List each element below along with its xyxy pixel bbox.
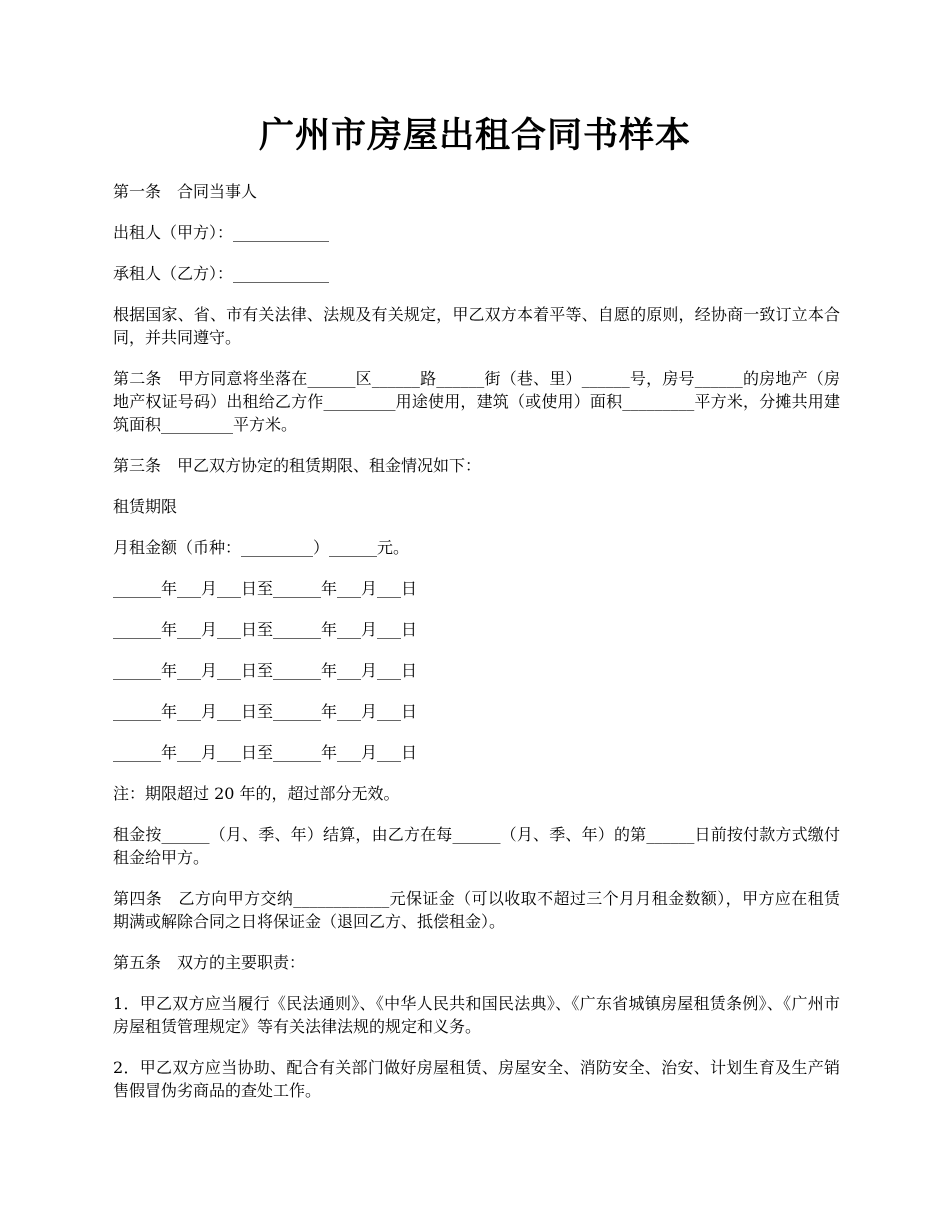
- paragraph-date-range: ______年___月___日至______年___月___日: [113, 620, 418, 639]
- paragraph-date-range: ______年___月___日至______年___月___日: [113, 743, 418, 762]
- paragraph-duty-2: 2．甲乙双方应当协助、配合有关部门做好房屋租赁、房屋安全、消防安全、治安、计划生育及生产销售假冒伪劣商品的查处工作。: [113, 1058, 840, 1100]
- paragraph-lessee: 承租人（乙方）：____________: [113, 264, 330, 283]
- paragraph-date-range: ______年___月___日至______年___月___日: [113, 579, 418, 598]
- paragraph-rent-settlement: 租金按______（月、季、年）结算，由乙方在每______（月、季、年）的第______日前按付款方式缴付租金给甲方。: [113, 825, 840, 867]
- paragraph-date-range: ______年___月___日至______年___月___日: [113, 661, 418, 680]
- document-body: [113, 180, 840, 1120]
- document-title: 广州市房屋出租合同书样本: [258, 115, 691, 156]
- paragraph-article-2: 第二条 甲方同意将坐落在______区______路______街（巷、里）______号，房号______的房地产（房地产权证号码）出租给乙方作_________用途使用，建筑（或使用）面积_________平方米，分摊共用建筑面积_________平方米。: [113, 369, 840, 434]
- paragraph-article-1: 第一条 合同当事人: [113, 182, 258, 201]
- paragraph-note: 注：期限超过 20 年的，超过部分无效。: [113, 784, 400, 803]
- paragraph-preamble: 根据国家、省、市有关法律、法规及有关规定，甲乙双方本着平等、自愿的原则，经协商一致订立本合同，并共同遵守。: [113, 305, 840, 347]
- paragraph-article-4: 第四条 乙方向甲方交纳____________元保证金（可以收取不超过三个月月租金数额），甲方应在租赁期满或解除合同之日将保证金（退回乙方、抵偿租金）。: [113, 889, 840, 931]
- paragraph-lessor: 出租人（甲方）：____________: [113, 223, 330, 242]
- paragraph-article-5: 第五条 双方的主要职责：: [113, 953, 306, 972]
- paragraph-date-range: ______年___月___日至______年___月___日: [113, 702, 418, 721]
- paragraph-duty-1: 1．甲乙双方应当履行《民法通则》、《中华人民共和国民法典》、《广东省城镇房屋租赁条例》、《广州市房屋租赁管理规定》等有关法律法规的规定和义务。: [113, 994, 840, 1036]
- paragraph-lease-term: 租赁期限: [113, 497, 178, 516]
- paragraph-monthly-rent: 月租金额（币种：_________）______元。: [113, 538, 410, 557]
- paragraph-article-3: 第三条 甲乙双方协定的租赁期限、租金情况如下：: [113, 456, 482, 475]
